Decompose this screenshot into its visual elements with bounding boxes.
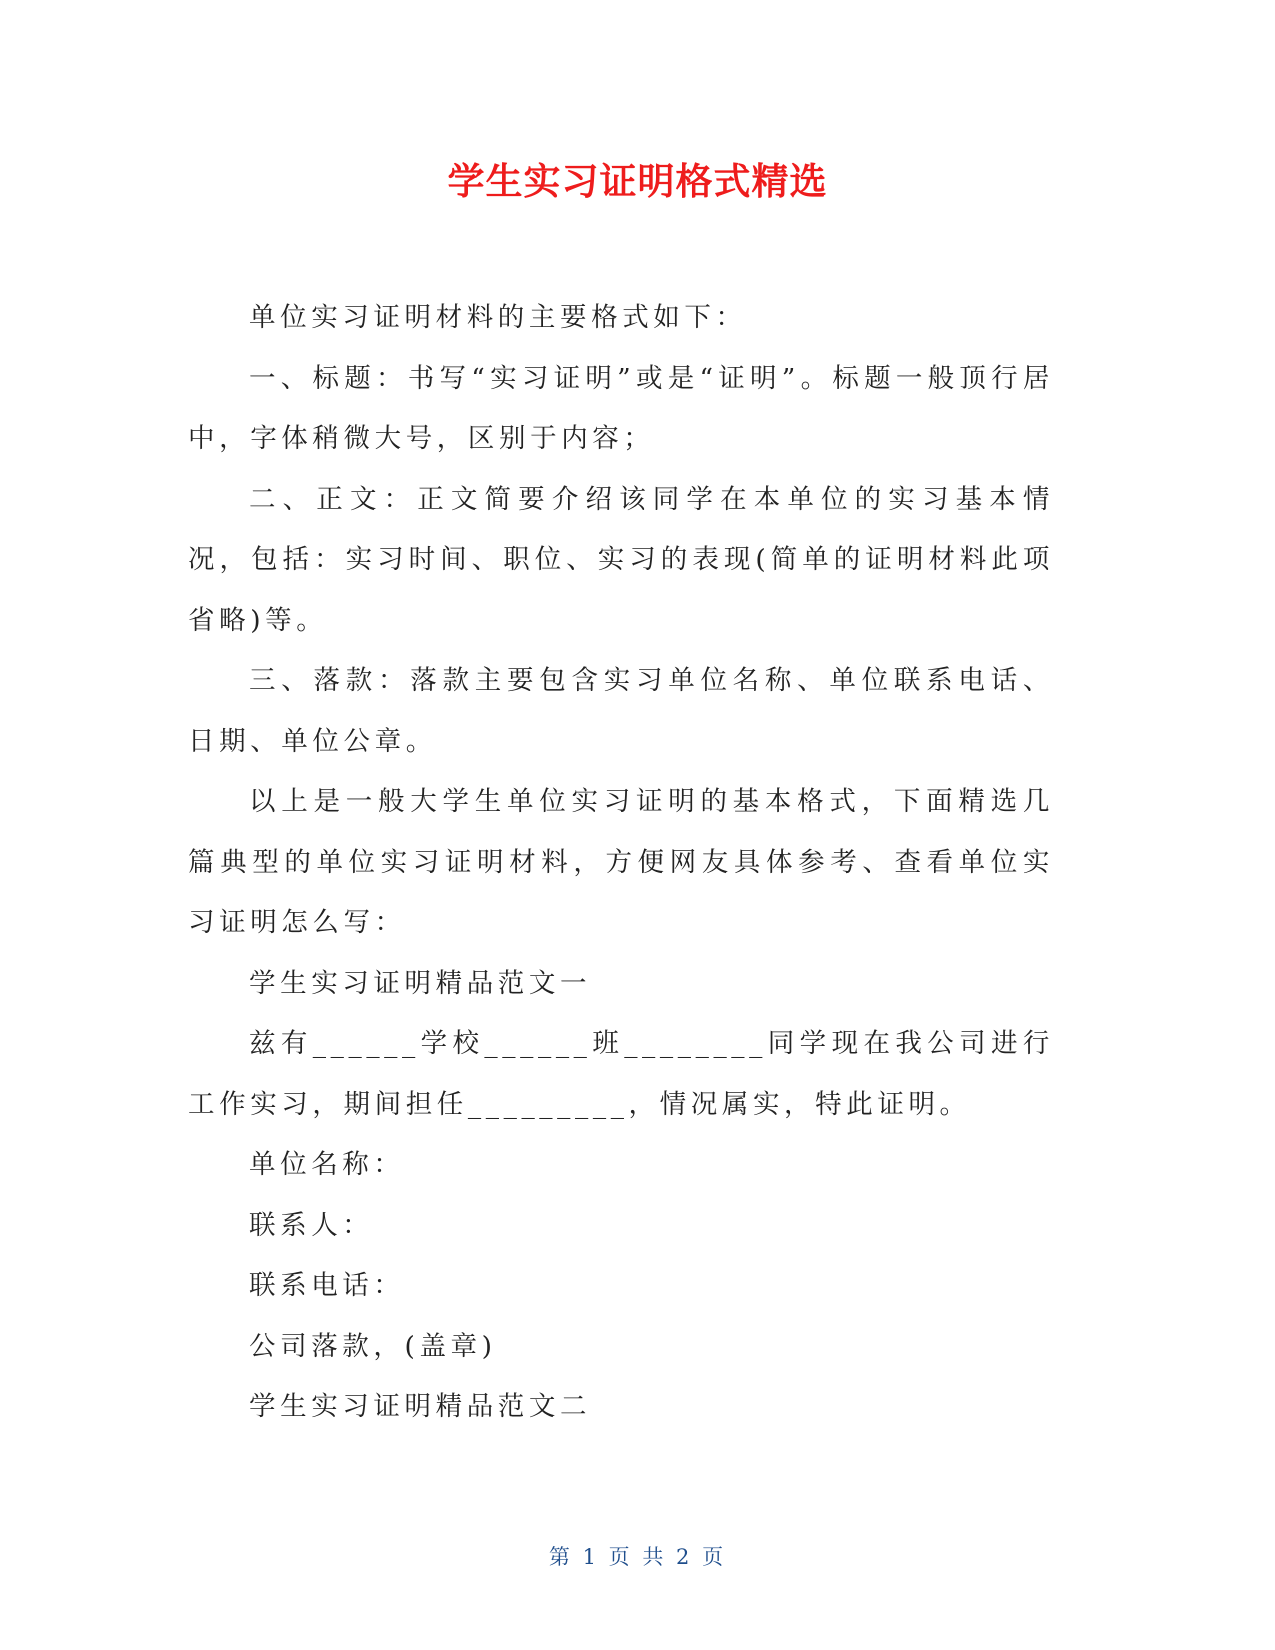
paragraph-summary: 以上是一般大学生单位实习证明的基本格式，下面精选几篇典型的单位实习证明材料，方便网友具体参考、查看单位实习证明怎么写：	[188, 786, 1054, 938]
footer-total-pages: 2	[676, 1545, 693, 1569]
document-body	[188, 288, 1054, 1438]
footer-label-end: 页	[702, 1545, 727, 1569]
sample-heading-2: 学生实习证明精品范文二	[249, 1391, 592, 1422]
sample-heading-1: 学生实习证明精品范文一	[249, 967, 592, 999]
field-contact-person: 联系人：	[249, 1209, 374, 1241]
footer-label-of: 页 共	[608, 1545, 667, 1569]
field-contact-phone: 联系电话：	[249, 1270, 405, 1301]
paragraph-signature-rule: 三、落款：落款主要包含实习单位名称、单位联系电话、日期、单位公章。	[188, 665, 1054, 757]
field-unit-name: 单位名称：	[249, 1149, 405, 1180]
field-company-signature: 公司落款，(盖章)	[249, 1330, 497, 1362]
paragraph-format-intro: 单位实习证明材料的主要格式如下：	[249, 302, 747, 333]
document-title: 学生实习证明格式精选	[447, 160, 828, 203]
footer-label-page: 第	[548, 1545, 573, 1569]
paragraph-title-rule: 一、标题：书写“实习证明”或是“证明”。标题一般顶行居中，字体稍微大号，区别于内容；	[188, 362, 1054, 454]
paragraph-body-rule: 二、正文：正文简要介绍该同学在本单位的实习基本情况，包括：实习时间、职位、实习的表现(简单的证明材料此项省略)等。	[188, 483, 1054, 636]
footer-current-page: 1	[582, 1545, 599, 1569]
sample-certificate-text: 兹有______学校______班________同学现在我公司进行工作实习，期间担任_________，情况属实，特此证明。	[188, 1028, 1054, 1120]
page-number-footer	[0, 1542, 1275, 1572]
